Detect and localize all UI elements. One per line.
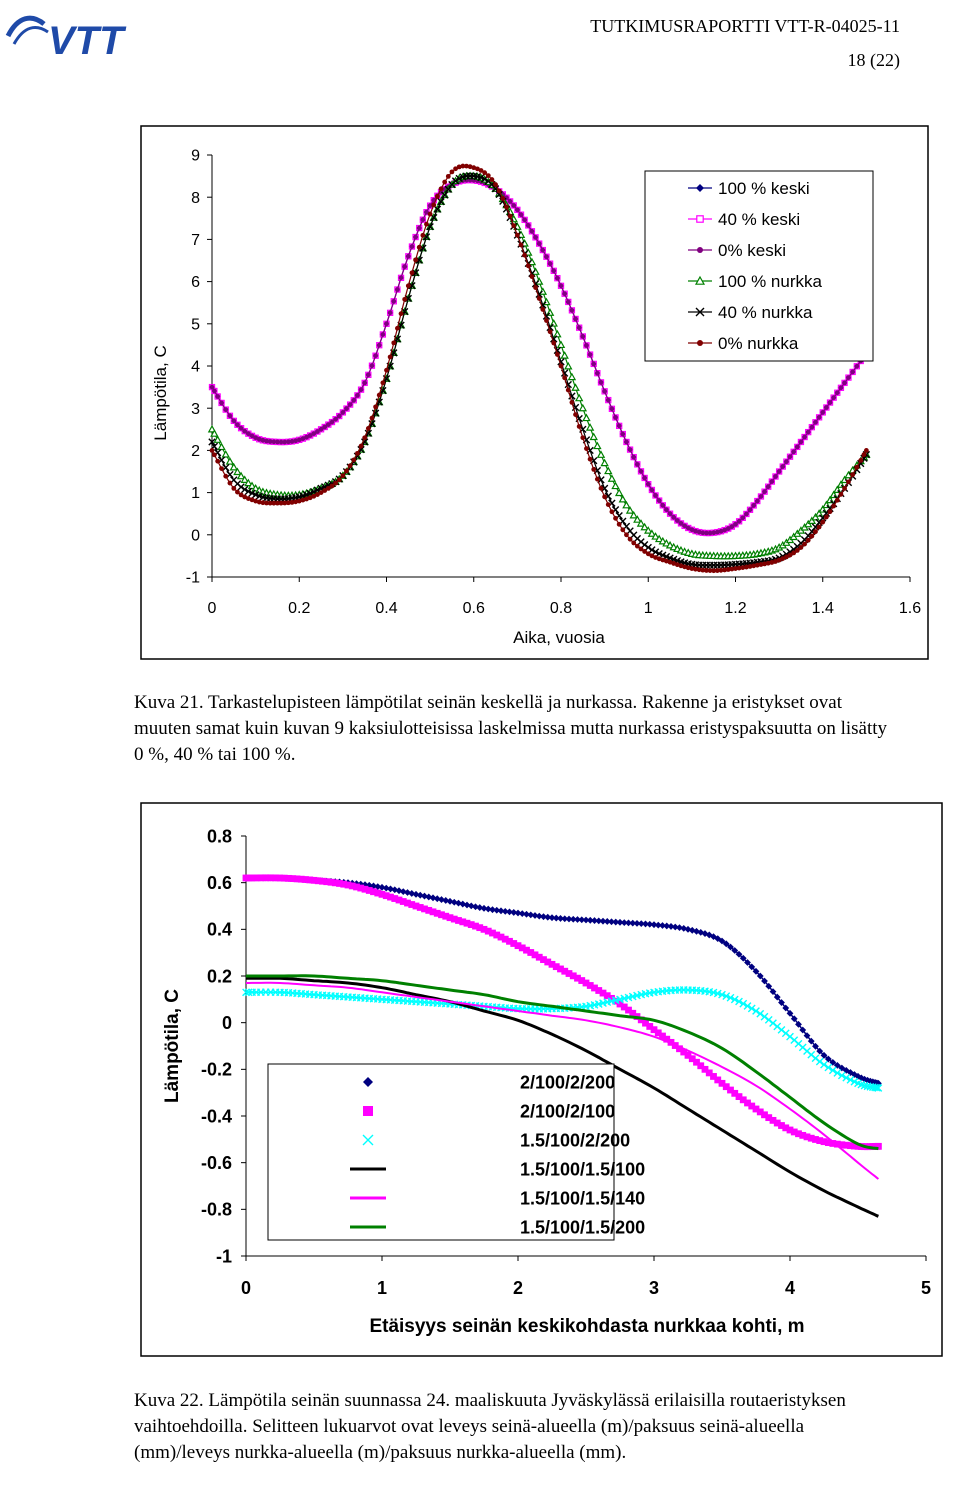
y-axis-label: Lämpötila, C	[151, 345, 170, 441]
data-point	[519, 212, 524, 217]
data-point	[617, 522, 622, 527]
data-point	[219, 401, 224, 406]
y-tick-label: -0.4	[200, 1106, 232, 1127]
data-point	[831, 395, 836, 400]
data-point	[624, 440, 629, 445]
legend-label: 40 % keski	[718, 209, 801, 229]
data-point	[522, 253, 527, 258]
data-point	[766, 484, 771, 489]
data-point	[599, 486, 604, 491]
data-point	[802, 435, 807, 440]
legend-box	[645, 171, 873, 361]
data-point	[646, 482, 651, 487]
legend-label: 2/100/2/200	[520, 1072, 616, 1093]
legend-label: 0% nurkka	[718, 333, 799, 353]
data-point	[591, 361, 596, 366]
data-point	[431, 202, 436, 207]
x-tick-label: 1.2	[724, 600, 747, 617]
data-point	[580, 334, 585, 339]
data-point	[566, 300, 571, 305]
data-point	[533, 285, 538, 290]
data-point	[817, 415, 822, 420]
data-point	[635, 462, 640, 467]
y-tick-label: 0.8	[206, 826, 232, 847]
data-point	[602, 389, 607, 394]
legend-label: 1.5/100/1.5/140	[520, 1188, 646, 1209]
data-point	[831, 504, 836, 509]
data-point	[631, 455, 636, 460]
data-point	[606, 502, 611, 507]
y-tick-label: 7	[191, 232, 200, 249]
data-point	[562, 375, 567, 380]
data-point	[697, 340, 703, 346]
data-point	[551, 341, 556, 346]
data-point	[399, 275, 404, 280]
data-point	[333, 417, 338, 422]
legend-label: 1.5/100/1.5/200	[520, 1217, 646, 1238]
data-point	[777, 469, 782, 474]
data-point	[828, 509, 833, 514]
data-point	[537, 296, 542, 301]
data-point	[639, 469, 644, 474]
data-point	[363, 1106, 373, 1116]
legend-label: 100 % nurkka	[718, 271, 822, 291]
data-point	[850, 370, 855, 375]
data-point	[515, 207, 520, 212]
data-point	[668, 511, 673, 516]
y-tick-label: 0.4	[206, 919, 232, 940]
data-point	[526, 223, 531, 228]
y-tick-label: 0	[221, 1012, 232, 1033]
data-point	[355, 393, 360, 398]
data-point	[697, 247, 703, 253]
data-point	[570, 308, 575, 313]
data-point	[548, 329, 553, 334]
data-point	[380, 332, 385, 337]
data-point	[235, 422, 240, 427]
data-point	[215, 459, 220, 464]
data-point	[842, 486, 847, 491]
data-point	[809, 425, 814, 430]
data-point	[755, 499, 760, 504]
data-point	[862, 452, 867, 457]
y-tick-label: -0.6	[200, 1152, 232, 1173]
data-point	[628, 537, 633, 542]
x-tick-label: 0	[240, 1278, 252, 1298]
temperature-time-chart	[140, 125, 930, 665]
data-point	[410, 270, 415, 275]
y-tick-label: 0	[191, 527, 200, 545]
data-point	[620, 527, 625, 532]
data-point	[846, 479, 851, 484]
data-point	[362, 435, 367, 440]
data-point	[399, 311, 404, 316]
data-point	[388, 355, 393, 360]
data-point	[806, 430, 811, 435]
legend-label: 2/100/2/100	[520, 1101, 616, 1122]
data-point	[744, 512, 749, 517]
data-point	[537, 241, 542, 246]
data-point	[548, 261, 553, 266]
y-tick-label: 0.2	[206, 966, 232, 987]
data-point	[649, 488, 654, 493]
data-point	[864, 448, 869, 453]
figure-22-caption: Kuva 22. Lämpötila seinän suunnassa 24. maaliskuuta Jyväskylässä erilaisilla routaeristyksen vaihtoehdoilla. Selitteen lukuarvot ovat leveys seinä-alueella (m)/paksuus seinä-alueella (mm)/leveys nurkka-alueella (m)/paksuus nurkka-alueella (mm).	[134, 1390, 846, 1463]
data-point	[508, 214, 513, 219]
x-tick-label: 1.6	[898, 600, 922, 617]
y-tick-label: 0.6	[206, 872, 232, 893]
data-point	[559, 283, 564, 288]
logo-text: VTT	[48, 19, 124, 60]
data-point	[555, 276, 560, 281]
x-tick-label: 0.4	[375, 600, 398, 617]
legend-label: 40 % nurkka	[718, 302, 813, 322]
data-point	[511, 203, 516, 208]
data-point	[359, 444, 364, 449]
x-tick-label: 1	[376, 1278, 388, 1298]
data-point	[759, 494, 764, 499]
legend	[268, 1064, 645, 1240]
data-point	[413, 235, 418, 240]
data-point	[377, 393, 382, 398]
data-point	[540, 248, 545, 253]
y-tick-label: 5	[191, 316, 200, 334]
data-point	[344, 469, 349, 474]
data-point	[584, 446, 589, 451]
data-point	[813, 529, 818, 534]
data-point	[591, 467, 596, 472]
data-point	[406, 283, 411, 288]
data-point	[333, 481, 338, 486]
data-point	[504, 205, 509, 210]
data-point	[824, 515, 829, 520]
data-point	[337, 477, 342, 482]
data-point	[835, 498, 840, 503]
data-point	[751, 503, 756, 508]
data-point	[212, 452, 217, 457]
y-tick-label: -0.2	[200, 1059, 232, 1080]
data-point	[820, 410, 825, 415]
data-point	[828, 400, 833, 405]
data-point	[348, 463, 353, 468]
x-axis-label: Etäisyys seinän keskikohdasta nurkkaa kohti, m	[369, 1316, 805, 1337]
data-point	[671, 515, 676, 520]
data-point	[344, 406, 349, 411]
data-point	[500, 196, 505, 201]
data-point	[395, 287, 400, 292]
data-point	[551, 268, 556, 273]
data-point	[497, 188, 502, 193]
data-point	[595, 477, 600, 482]
data-point	[573, 412, 578, 417]
data-point	[799, 440, 804, 445]
data-point	[660, 503, 665, 508]
x-tick-label: 1	[643, 600, 653, 617]
data-point	[351, 398, 356, 403]
y-tick-label: 2	[191, 443, 200, 460]
data-point	[562, 291, 567, 296]
data-point	[577, 325, 582, 330]
data-point	[580, 435, 585, 440]
x-tick-label: 0.6	[462, 600, 485, 617]
data-point	[613, 516, 618, 521]
y-tick-label: 8	[191, 189, 200, 207]
data-point	[337, 414, 342, 419]
data-point	[762, 489, 767, 494]
data-point	[373, 404, 378, 409]
data-point	[231, 418, 236, 423]
data-point	[799, 545, 804, 550]
x-tick-label: 0.8	[549, 600, 573, 617]
logo-swoosh-2	[14, 28, 48, 44]
data-point	[402, 264, 407, 269]
y-axis-label: Lämpötila, C	[162, 988, 183, 1104]
data-point	[351, 457, 356, 462]
data-point	[348, 402, 353, 407]
data-point	[642, 476, 647, 481]
data-point	[784, 459, 789, 464]
data-point	[359, 387, 364, 392]
data-point	[420, 233, 425, 238]
data-point	[511, 223, 516, 228]
data-point	[530, 274, 535, 279]
data-point	[544, 318, 549, 323]
data-point	[417, 245, 422, 250]
report-id: TUTKIMUSRAPORTTI VTT-R-04025-11	[590, 16, 900, 36]
data-point	[223, 474, 228, 479]
data-point	[228, 481, 233, 486]
data-point	[773, 474, 778, 479]
data-point	[223, 407, 228, 412]
data-point	[544, 254, 549, 259]
data-point	[410, 244, 415, 249]
data-point	[820, 520, 825, 525]
data-point	[362, 380, 367, 385]
data-point	[366, 372, 371, 377]
data-point	[846, 375, 851, 380]
data-point	[486, 173, 491, 178]
data-point	[435, 194, 440, 199]
x-axis-label: Aika, vuosia	[513, 628, 605, 647]
data-point	[212, 389, 217, 394]
vtt-logo	[4, 6, 154, 60]
data-point	[740, 515, 745, 520]
data-point	[366, 426, 371, 431]
data-point	[854, 364, 859, 369]
data-point	[570, 400, 575, 405]
x-tick-label: 0	[207, 600, 217, 617]
data-point	[806, 538, 811, 543]
data-point	[809, 534, 814, 539]
data-point	[373, 353, 378, 358]
data-point	[788, 454, 793, 459]
y-tick-label: -1	[185, 569, 200, 587]
legend	[645, 171, 873, 361]
data-point	[839, 492, 844, 497]
data-point	[599, 380, 604, 385]
page-number: 18 (22)	[847, 50, 900, 70]
data-point	[795, 444, 800, 449]
data-point	[609, 406, 614, 411]
data-point	[653, 493, 658, 498]
data-point	[384, 368, 389, 373]
data-point	[540, 307, 545, 312]
data-point	[522, 217, 527, 222]
data-point	[490, 177, 495, 182]
data-point	[355, 451, 360, 456]
data-point	[577, 424, 582, 429]
data-point	[824, 405, 829, 410]
data-point	[631, 541, 636, 546]
data-point	[384, 321, 389, 326]
legend-label: 1.5/100/2/200	[520, 1130, 631, 1151]
data-point	[802, 542, 807, 547]
data-point	[791, 449, 796, 454]
data-point	[340, 410, 345, 415]
data-point	[508, 199, 513, 204]
y-tick-label: 1	[191, 485, 200, 503]
data-point	[584, 343, 589, 348]
data-point	[657, 498, 662, 503]
data-point	[854, 465, 859, 470]
data-point	[573, 317, 578, 322]
data-point	[450, 169, 455, 174]
x-tick-label: 1.4	[811, 600, 834, 617]
data-point	[842, 380, 847, 385]
data-point	[588, 352, 593, 357]
data-point	[566, 388, 571, 393]
figure-21-caption: Kuva 21. Tarkastelupisteen lämpötilat seinän keskellä ja nurkassa. Rakenne ja eristykset ovat muuten samat kuin kuvan 9 kaksiulotteisissa laskelmissa mutta nurkassa eristyspaksuutta on lisätty 0 %, 40 % tai 100 %.	[134, 692, 888, 765]
data-point	[697, 216, 703, 222]
data-point	[533, 235, 538, 240]
data-point	[493, 182, 498, 187]
legend-label: 0% keski	[718, 240, 787, 260]
data-point	[370, 416, 375, 421]
data-point	[228, 413, 233, 418]
data-point	[609, 509, 614, 514]
data-point	[606, 398, 611, 403]
data-point	[395, 326, 400, 331]
data-point	[559, 364, 564, 369]
data-point	[391, 340, 396, 345]
temperature-distance-chart	[140, 802, 944, 1358]
data-point	[620, 432, 625, 437]
data-point	[519, 243, 524, 248]
data-point	[428, 212, 433, 217]
data-point	[391, 299, 396, 304]
data-point	[530, 229, 535, 234]
data-point	[439, 186, 444, 191]
data-point	[402, 297, 407, 302]
y-tick-label: -0.8	[200, 1199, 232, 1220]
x-tick-label: 5	[920, 1278, 932, 1298]
data-point	[617, 423, 622, 428]
data-point	[406, 254, 411, 259]
legend-label: 100 % keski	[718, 178, 810, 198]
data-point	[388, 310, 393, 315]
data-point	[602, 494, 607, 499]
data-point	[624, 532, 629, 537]
y-tick-label: 6	[191, 274, 200, 292]
data-point	[555, 352, 560, 357]
data-point	[613, 415, 618, 420]
data-point	[748, 507, 753, 512]
legend-label: 1.5/100/1.5/100	[520, 1159, 646, 1180]
x-tick-label: 0.2	[288, 600, 311, 617]
y-tick-label: -1	[215, 1246, 232, 1267]
data-point	[413, 257, 418, 262]
data-point	[515, 233, 520, 238]
x-tick-label: 2	[512, 1278, 524, 1298]
y-tick-label: 4	[191, 358, 200, 376]
data-point	[664, 507, 669, 512]
data-point	[595, 371, 600, 376]
data-point	[231, 486, 236, 491]
data-point	[424, 222, 429, 227]
data-point	[737, 519, 742, 524]
data-point	[526, 263, 531, 268]
data-point	[850, 472, 855, 477]
data-point	[769, 479, 774, 484]
data-point	[215, 394, 220, 399]
data-point	[340, 473, 345, 478]
data-point	[835, 390, 840, 395]
data-point	[628, 447, 633, 452]
data-point	[377, 343, 382, 348]
data-point	[380, 380, 385, 385]
data-point	[588, 457, 593, 462]
data-point	[858, 458, 863, 463]
data-point	[780, 464, 785, 469]
data-point	[817, 525, 822, 530]
data-point	[839, 385, 844, 390]
y-tick-label: 3	[191, 400, 200, 418]
data-point	[219, 466, 224, 471]
y-tick-label: 9	[191, 147, 200, 165]
data-point	[442, 180, 447, 185]
x-tick-label: 4	[784, 1278, 796, 1298]
data-point	[210, 448, 215, 453]
data-point	[370, 363, 375, 368]
data-point	[446, 174, 451, 179]
data-point	[417, 226, 422, 231]
x-tick-label: 3	[648, 1278, 660, 1298]
data-point	[420, 217, 425, 222]
data-point	[813, 420, 818, 425]
